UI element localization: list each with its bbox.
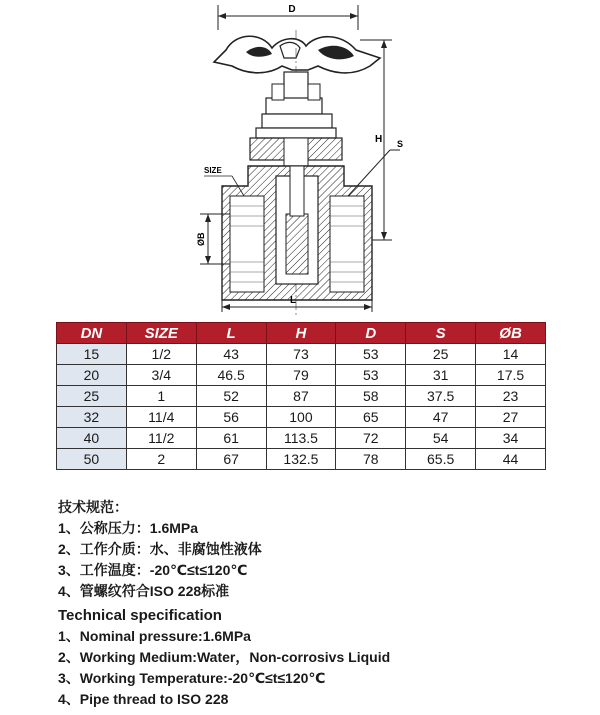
bonnet [250, 72, 342, 166]
cell-b: 27 [476, 407, 546, 428]
cell-size: 11/2 [126, 428, 196, 449]
cell-h: 87 [266, 386, 336, 407]
cn-spec-item: 4、管螺纹符合ISO 228标准 [58, 583, 230, 599]
en-spec-notes [58, 605, 390, 710]
cell-s: 65.5 [406, 449, 476, 470]
table-row [57, 386, 546, 407]
cell-dn: 50 [57, 449, 127, 470]
cell-d: 72 [336, 428, 406, 449]
cn-spec-title: 技术规范： [58, 499, 128, 515]
table-row [57, 344, 546, 365]
dimension-table [56, 322, 546, 470]
cell-size: 3/4 [126, 365, 196, 386]
cell-dn: 32 [57, 407, 127, 428]
cell-s: 31 [406, 365, 476, 386]
cell-h: 113.5 [266, 428, 336, 449]
table-header-row [57, 323, 546, 344]
cell-l: 67 [196, 449, 266, 470]
cn-spec-item: 2、工作介质：水、非腐蚀性液体 [58, 541, 262, 557]
cell-s: 54 [406, 428, 476, 449]
en-spec-title: Technical specification [58, 607, 222, 624]
dim-s-label: S [397, 139, 404, 149]
cell-d: 78 [336, 449, 406, 470]
cell-d: 65 [336, 407, 406, 428]
cell-h: 79 [266, 365, 336, 386]
cell-size: 1 [126, 386, 196, 407]
en-spec-item: 2、Working Medium:Water，Non-corrosivs Liquid [58, 649, 391, 665]
dimension-s [348, 139, 403, 196]
dim-l-label: L [290, 295, 297, 306]
cn-spec-notes [58, 497, 262, 602]
cell-dn: 15 [57, 344, 127, 365]
cell-d: 53 [336, 365, 406, 386]
cell-h: 73 [266, 344, 336, 365]
valve-body [222, 166, 372, 300]
cell-s: 37.5 [406, 386, 476, 407]
cell-b: 34 [476, 428, 546, 449]
table-row [57, 365, 546, 386]
cell-d: 58 [336, 386, 406, 407]
col-header-h: H [266, 323, 336, 344]
cell-l: 46.5 [196, 365, 266, 386]
en-spec-item: 3、Working Temperature:-20℃≤t≤120℃ [58, 670, 326, 686]
cn-spec-item: 3、工作温度：-20℃≤t≤120℃ [58, 562, 248, 578]
cell-d: 53 [336, 344, 406, 365]
col-header-dn: DN [57, 323, 127, 344]
dimension-d [218, 4, 358, 30]
dim-h-label: H [375, 134, 383, 145]
cell-b: 44 [476, 449, 546, 470]
table-row [57, 449, 546, 470]
en-spec-item: 1、Nominal pressure:1.6MPa [58, 628, 251, 644]
cell-size: 11/4 [126, 407, 196, 428]
en-spec-item: 4、Pipe thread to ISO 228 [58, 691, 229, 707]
col-header-l: L [196, 323, 266, 344]
cell-b: 14 [476, 344, 546, 365]
cell-l: 52 [196, 386, 266, 407]
cell-s: 47 [406, 407, 476, 428]
cell-dn: 40 [57, 428, 127, 449]
dim-b-label: ØB [196, 232, 206, 246]
cell-b: 23 [476, 386, 546, 407]
dim-d-label: D [288, 4, 296, 15]
col-header-s: S [406, 323, 476, 344]
cell-s: 25 [406, 344, 476, 365]
table-row [57, 407, 546, 428]
size-callout-label: SIZE [204, 166, 222, 175]
table-row [57, 428, 546, 449]
cell-size: 1/2 [126, 344, 196, 365]
gate-valve-drawing [0, 0, 600, 320]
cell-dn: 25 [57, 386, 127, 407]
cell-l: 56 [196, 407, 266, 428]
cell-l: 61 [196, 428, 266, 449]
cell-h: 132.5 [266, 449, 336, 470]
cell-size: 2 [126, 449, 196, 470]
cell-dn: 20 [57, 365, 127, 386]
col-header-b: ØB [476, 323, 546, 344]
cell-l: 43 [196, 344, 266, 365]
cn-spec-item: 1、公称压力：1.6MPa [58, 520, 199, 536]
col-header-d: D [336, 323, 406, 344]
col-header-size: SIZE [126, 323, 196, 344]
cell-h: 100 [266, 407, 336, 428]
cell-b: 17.5 [476, 365, 546, 386]
